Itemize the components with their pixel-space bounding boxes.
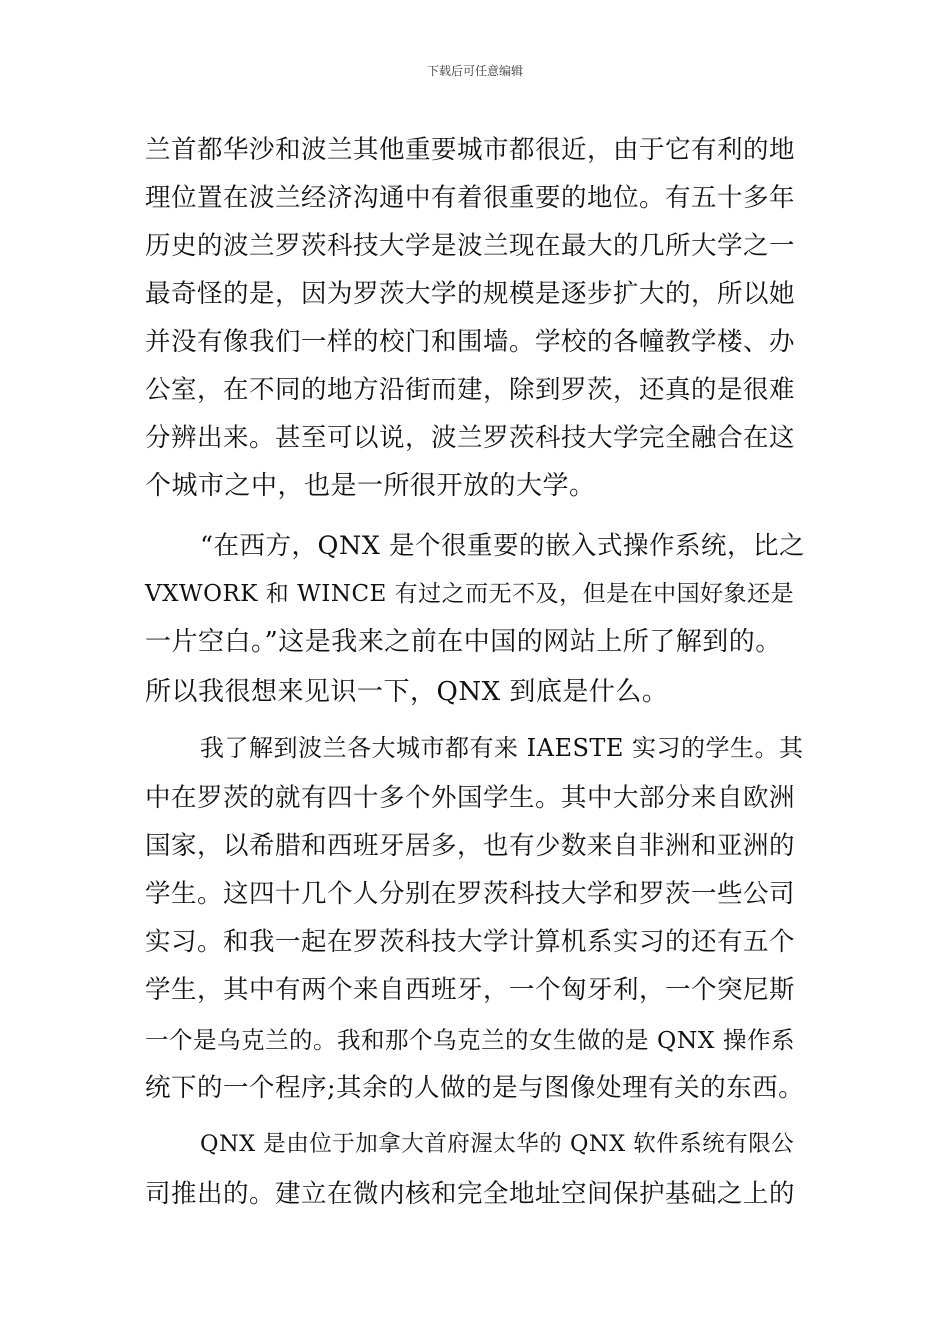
- page-header: 下载后可任意编辑: [426, 64, 523, 78]
- text-line: 所以我很想来见识一下，QNX 到底是什么。: [145, 677, 669, 707]
- text-line: QNX 是由位于加拿大首府渥太华的 QNX 软件系统有限公: [200, 1131, 795, 1157]
- text-line: 并没有像我们一样的校门和围墙。学校的各幢教学楼、办: [145, 327, 796, 357]
- text-line: 理位置在波兰经济沟通中有着很重要的地位。有五十多年: [145, 183, 796, 213]
- text-line: 我了解到波兰各大城市都有来 IAESTE 实习的学生。其: [200, 734, 804, 762]
- text-line: 分辨出来。甚至可以说，波兰罗茨科技大学完全融合在这: [145, 423, 796, 453]
- text-line: 个城市之中，也是一所很开放的大学。: [145, 471, 596, 501]
- text-line: “在西方，QNX 是个很重要的嵌入式操作系统，比之: [200, 531, 806, 561]
- text-line: 历史的波兰罗茨科技大学是波兰现在最大的几所大学之一: [145, 231, 796, 261]
- text-line: VXWORK 和 WINCE 有过之而无不及，但是在中国好象还是: [145, 581, 795, 607]
- text-line: 一片空白。”这是我来之前在中国的网站上所了解到的。: [145, 627, 782, 657]
- text-line: 学生，其中有两个来自西班牙，一个匈牙利，一个突尼斯: [145, 975, 796, 1005]
- text-line: 实习。和我一起在罗茨科技大学计算机系实习的还有五个: [145, 927, 796, 957]
- text-line: 学生。这四十几个人分别在罗茨科技大学和罗茨一些公司: [145, 879, 796, 909]
- text-line: 统下的一个程序;其余的人做的是与图像处理有关的东西。: [145, 1073, 805, 1103]
- text-line: 兰首都华沙和波兰其他重要城市都很近，由于它有利的地: [145, 135, 796, 165]
- text-line: 司推出的。建立在微内核和完全地址空间保护基础之上的: [145, 1179, 796, 1209]
- text-line: 中在罗茨的就有四十多个外国学生。其中大部分来自欧洲: [145, 783, 796, 813]
- text-line: 一个是乌克兰的。我和那个乌克兰的女生做的是 QNX 操作系: [145, 1026, 795, 1054]
- text-line: 最奇怪的是，因为罗茨大学的规模是逐步扩大的，所以她: [145, 279, 796, 309]
- text-line: 国家，以希腊和西班牙居多，也有少数来自非洲和亚洲的: [145, 831, 796, 861]
- text-line: 公室，在不同的地方沿街而建，除到罗茨，还真的是很难: [145, 375, 796, 405]
